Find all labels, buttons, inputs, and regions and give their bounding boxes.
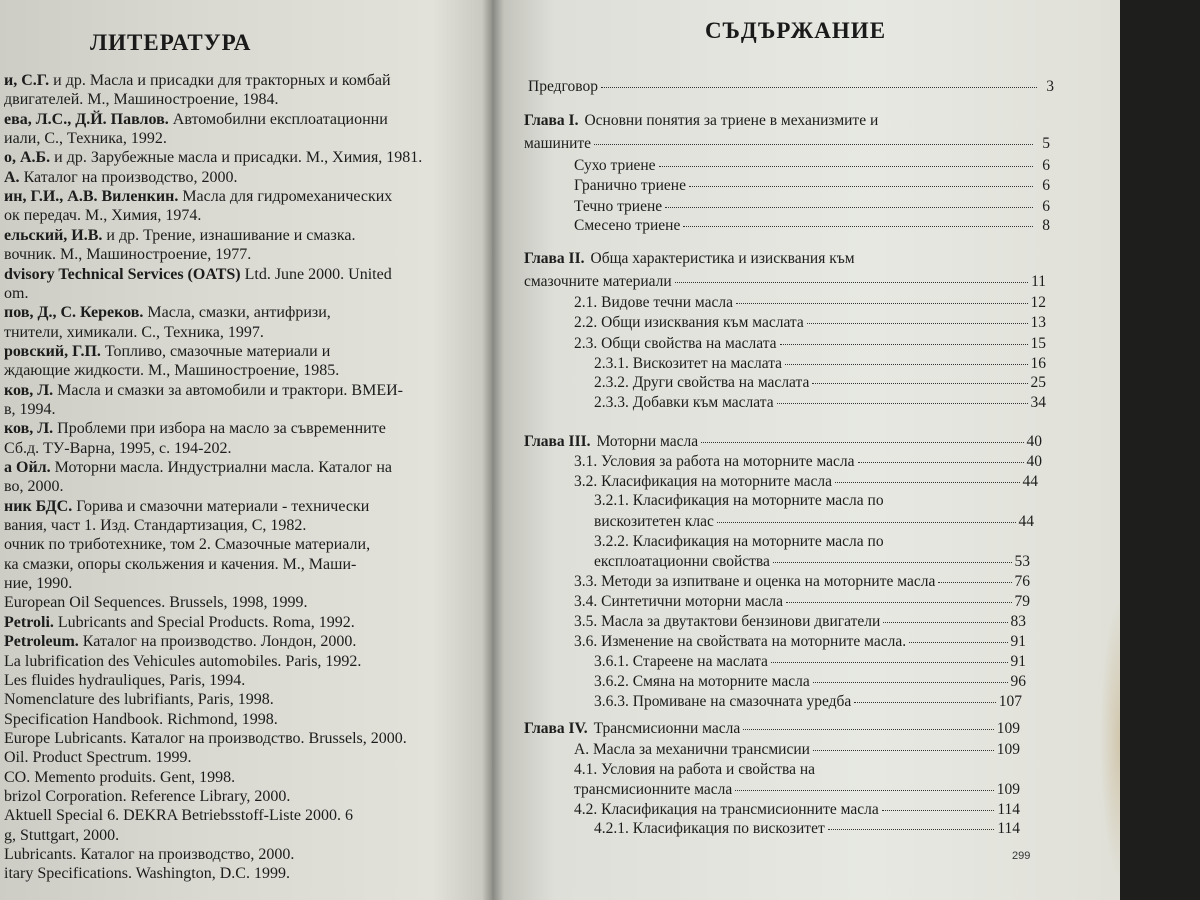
toc-title: Течно триене — [574, 198, 663, 215]
bibliography-line — [4, 807, 353, 825]
toc-leader-dots — [683, 226, 1033, 227]
toc-entry — [524, 273, 1046, 293]
bibliography-text: Масла и смазки за автомобили и трактори. ВМЕИ- — [53, 381, 403, 399]
toc-page-number: 114 — [997, 820, 1020, 837]
toc-entry — [574, 593, 1030, 613]
bibliography-author: а Ойл. — [4, 459, 51, 476]
bibliography-text: вания, част 1. Изд. Стандартизация, С, 1982. — [4, 517, 307, 535]
toc-title: експлоатационни свойства — [594, 553, 770, 570]
bibliography-text: Aktuell Special 6. DEKRA Betriebsstoff-Liste 2000. 6 — [4, 807, 353, 825]
bibliography-text: ок передач. М., Химия, 1974. — [4, 207, 202, 225]
bibliography-text: в, 1994. — [4, 400, 56, 418]
bibliography-line — [4, 691, 274, 709]
toc-chapter-label: Глава I. — [524, 112, 579, 129]
bibliography-line — [4, 382, 403, 400]
toc-title: Обща характеристика и изисквания към — [590, 250, 855, 267]
bibliography-text: brizol Corporation. Reference Library, 2000. — [4, 787, 291, 805]
bibliography-text: Oil. Product Spectrum. 1999. — [4, 749, 192, 767]
bibliography-line — [4, 711, 278, 729]
toc-page-number: 109 — [996, 720, 1020, 737]
bibliography-line — [4, 304, 331, 322]
toc-leader-dots — [735, 790, 993, 791]
toc-title: 3.4. Синтетични моторни масла — [574, 593, 784, 610]
toc-chapter-entry — [524, 112, 878, 130]
bibliography-line — [4, 149, 422, 167]
toc-title: 3.5. Масла за двутактови бензинови двигатели — [574, 613, 881, 630]
bibliography-text: Ltd. June 2000. United — [240, 265, 392, 283]
bibliography-line — [4, 343, 330, 361]
paper-stain — [1100, 600, 1120, 880]
bibliography-line — [4, 72, 391, 90]
bibliography-line — [4, 672, 245, 690]
toc-page-number: 12 — [1030, 294, 1046, 311]
bibliography-text: Каталог на производство, 2000. — [19, 168, 238, 186]
bibliography-text: Масла, смазки, антифризи, — [143, 304, 331, 322]
toc-leader-dots — [736, 303, 1028, 304]
bibliography-line — [4, 207, 201, 225]
toc-page-number: 53 — [1014, 553, 1030, 570]
toc-entry — [594, 553, 1030, 573]
toc-title: 3.6. Изменение на свойствата на моторните масла. — [574, 633, 907, 650]
toc-page-number: 16 — [1030, 355, 1046, 372]
bibliography-author: ровский, Г.П. — [4, 342, 101, 360]
bibliography-text: CO. Memento produits. Gent, 1998. — [4, 768, 236, 786]
toc-title: 3.6.2. Смяна на моторните масла — [594, 673, 810, 690]
toc-page-number: 11 — [1031, 273, 1046, 290]
toc-title: 3.3. Методи за изпитване и оценка на моторните масла — [574, 573, 936, 590]
bibliography-line — [4, 749, 192, 767]
bibliography-line — [4, 517, 306, 535]
bibliography-text: Nomenclature des lubrifiants, Paris, 1998. — [4, 691, 274, 709]
toc-title: 2.1. Видове течни масла — [574, 294, 733, 311]
toc-entry — [594, 374, 1046, 394]
toc-leader-dots — [773, 562, 1012, 563]
toc-page-number: 107 — [998, 693, 1022, 710]
bibliography-author: и, С.Г. — [4, 72, 50, 89]
bibliography-author: ева, Л.С., Д.Й. Павлов. — [4, 110, 169, 128]
bibliography-author: ков, Л. — [4, 381, 54, 399]
toc-entry — [574, 198, 1050, 218]
bibliography-line — [4, 324, 264, 342]
toc-leader-dots — [854, 702, 995, 703]
bibliography-text: Les fluides hydrauliques, Paris, 1994. — [4, 671, 246, 689]
bibliography-line — [4, 769, 235, 787]
toc-entry — [574, 314, 1046, 334]
bibliography-text: Проблеми при избора на масло за съвременните — [53, 420, 386, 438]
toc-title: 3.1. Условия за работа на моторните масла — [574, 453, 855, 470]
toc-entry — [594, 653, 1026, 673]
toc-title: 3.2.2. Класификация на моторните масла по — [594, 533, 884, 550]
toc-entry — [574, 633, 1026, 653]
bibliography-text: и др. Масла и присадки для тракторных и комбай — [49, 72, 391, 89]
toc-title: 2.3.2. Други свойства на маслата — [594, 374, 810, 391]
toc-page-number: 3 — [1046, 78, 1054, 95]
toc-entry — [574, 473, 1038, 493]
bibliography-line — [4, 130, 167, 148]
toc-title: 3.2. Класификация на моторните масла — [574, 473, 833, 490]
bibliography-line — [4, 111, 388, 129]
toc-title: 2.3.3. Добавки към маслата — [594, 394, 774, 411]
toc-title: 4.1. Условия на работа и свойства на — [574, 761, 816, 778]
bibliography-text: Автомобилни експлоатационни — [168, 110, 388, 128]
toc-page-number: 40 — [1026, 453, 1042, 470]
toc-title: Основни понятия за триене в механизмите и — [584, 112, 879, 129]
bibliography-text: Топливо, смазочные материали и — [100, 342, 331, 360]
bibliography-author: пов, Д., С. Кереков. — [4, 304, 144, 322]
toc-leader-dots — [858, 462, 1024, 463]
toc-chapter-entry — [524, 250, 855, 268]
bibliography-text: Сб.д. ТУ-Варна, 1995, с. 194-202. — [4, 439, 232, 457]
bibliography-text: ждающие жидкости. М., Машиностроение, 1985. — [4, 362, 340, 380]
toc-page-number: 96 — [1010, 673, 1026, 690]
toc-leader-dots — [594, 144, 1033, 145]
toc-leader-dots — [938, 582, 1011, 583]
toc-leader-dots — [882, 810, 995, 811]
toc-page-number: 79 — [1014, 593, 1030, 610]
toc-entry — [594, 820, 1020, 840]
toc-entry — [594, 533, 884, 551]
toc-leader-dots — [777, 403, 1028, 404]
toc-page-number: 114 — [997, 801, 1020, 818]
toc-leader-dots — [812, 383, 1027, 384]
bibliography-line — [4, 556, 356, 574]
bibliography-line — [4, 227, 355, 245]
bibliography-line — [4, 169, 237, 187]
toc-entry — [574, 294, 1046, 314]
bibliography-text: ние, 1990. — [4, 575, 73, 593]
toc-leader-dots — [909, 642, 1007, 643]
toc-entry — [574, 453, 1042, 473]
toc-page-number: 91 — [1010, 633, 1026, 650]
toc-entry — [594, 492, 884, 510]
toc-title: 3.2.1. Класификация на моторните масла по — [594, 492, 884, 509]
toc-entry — [574, 573, 1030, 593]
toc-page-number: 5 — [1042, 135, 1050, 152]
bibliography-text: Specification Handbook. Richmond, 1998. — [4, 710, 278, 728]
bibliography-author: о, А.Б. — [4, 149, 51, 167]
bibliography-text: очник по триботехнике, том 2. Смазочные материали, — [4, 536, 371, 554]
bibliography-line — [4, 536, 370, 554]
toc-page-number: 6 — [1042, 157, 1050, 174]
bibliography-text: Масла для гидромеханических — [178, 188, 393, 206]
toc-chapter-entry — [524, 433, 1042, 453]
toc-title: 2.3.1. Вискозитет на маслата — [594, 355, 783, 372]
toc-leader-dots — [771, 662, 1008, 663]
toc-entry — [574, 741, 1020, 761]
bibliography-line — [4, 459, 392, 477]
toc-page-number: 8 — [1042, 217, 1050, 234]
bibliography-author: ин, Г.И., А.В. Виленкин. — [4, 188, 179, 206]
bibliography-author: dvisory Technical Services (OATS) — [4, 265, 241, 283]
toc-title: 2.3. Общи свойства на маслата — [574, 335, 777, 352]
toc-page-number: 6 — [1042, 177, 1050, 194]
bibliography-line — [4, 420, 386, 438]
toc-title: Моторни масла — [596, 433, 699, 450]
bibliography-text: Lubricants. Каталог на производство, 2000. — [4, 846, 295, 863]
toc-entry — [574, 801, 1020, 821]
bibliography-line — [4, 594, 308, 612]
toc-leader-dots — [601, 87, 1037, 88]
bibliography-text: во, 2000. — [4, 478, 64, 496]
bibliography-author: ельский, И.В. — [4, 226, 103, 244]
toc-entry — [594, 693, 1022, 713]
bibliography-author: ник БДС. — [4, 497, 73, 515]
bibliography-text: Europe Lubricants. Каталог на производство. Brussels, 2000. — [4, 729, 407, 747]
toc-leader-dots — [786, 602, 1011, 603]
bibliography-text: Моторни масла. Индустриални масла. Каталог на — [50, 459, 393, 476]
toc-entry — [574, 335, 1046, 355]
toc-title: А. Масла за механични трансмисии — [574, 741, 810, 758]
toc-entry — [594, 355, 1046, 375]
toc-leader-dots — [717, 522, 1016, 523]
toc-entry — [594, 394, 1046, 414]
toc-title: 4.2.1. Класификация по вискозитет — [594, 820, 825, 837]
bibliography-author: ков, Л. — [4, 420, 54, 438]
toc-title: Трансмисионни масла — [593, 720, 741, 737]
toc-page-number: 40 — [1026, 433, 1042, 450]
toc-leader-dots — [835, 482, 1019, 483]
bibliography-text: itary Specifications. Washington, D.C. 1999. — [4, 865, 290, 883]
toc-entry — [594, 513, 1034, 533]
bibliography-line — [4, 730, 407, 748]
page-number: 299 — [1012, 850, 1031, 862]
toc-leader-dots — [883, 622, 1007, 623]
toc-title: 3.6.3. Промиване на смазочната уредба — [594, 693, 852, 710]
toc-page-number: 34 — [1030, 394, 1046, 411]
bibliography-text: ка смазки, опоры скольжения и качения. М., Маши- — [4, 555, 357, 573]
toc-title: машините — [524, 135, 592, 152]
toc-page-number: 91 — [1010, 653, 1026, 670]
bibliography-line — [4, 614, 355, 632]
bibliography-line — [4, 827, 119, 845]
toc-title: трансмисионните масла — [574, 781, 733, 798]
bibliography-text: иали, С., Техника, 1992. — [4, 130, 167, 148]
bibliography-line — [4, 266, 392, 284]
toc-leader-dots — [743, 729, 994, 730]
toc-entry — [574, 613, 1026, 633]
toc-leader-dots — [675, 282, 1028, 283]
bibliography-line — [4, 188, 392, 206]
bibliography-line — [4, 653, 361, 671]
bibliography-author: Petroleum. — [4, 633, 79, 651]
toc-entry — [594, 673, 1026, 693]
toc-leader-dots — [689, 186, 1033, 187]
bibliography-text: вочник. М., Машиностроение, 1977. — [4, 246, 252, 264]
toc-title: 2.2. Общи изисквания към маслата — [574, 314, 804, 331]
toc-chapter-label: Глава II. — [524, 250, 585, 267]
bibliography-line — [4, 440, 231, 458]
toc-page-number: 83 — [1010, 613, 1026, 630]
toc-leader-dots — [807, 323, 1028, 324]
bibliography-line — [4, 846, 294, 864]
bibliography-text: Каталог на производство. Лондон, 2000. — [78, 633, 357, 651]
toc-entry — [524, 135, 1050, 155]
toc-entry — [574, 217, 1050, 237]
bibliography-line — [4, 285, 28, 303]
toc-entry — [574, 177, 1050, 197]
toc-leader-dots — [828, 829, 995, 830]
toc-leader-dots — [813, 750, 994, 751]
bibliography-line — [4, 246, 251, 264]
bibliography-line — [4, 91, 278, 109]
toc-leader-dots — [701, 442, 1023, 443]
bibliography-author: А. — [4, 168, 20, 186]
toc-leader-dots — [785, 364, 1027, 365]
bibliography-text: om. — [4, 284, 29, 302]
contents-title: СЪДЪРЖАНИЕ — [705, 18, 887, 43]
toc-title: Сухо триене — [574, 157, 656, 174]
toc-leader-dots — [665, 207, 1033, 208]
bibliography-text: и др. Зарубежные масла и присадки. М., Химия, 1981. — [50, 149, 423, 167]
toc-title: Гранично триене — [574, 177, 686, 194]
bibliography-title: ЛИТЕРАТУРА — [90, 30, 252, 55]
toc-leader-dots — [659, 166, 1033, 167]
bibliography-text: тнители, химикали. С., Техника, 1997. — [4, 323, 264, 341]
bibliography-text: g, Stuttgart, 2000. — [4, 826, 120, 844]
toc-page-number: 13 — [1030, 314, 1046, 331]
toc-title: смазочните материали — [524, 273, 672, 290]
toc-title: Предговор — [528, 78, 598, 95]
toc-title: вискозитетен клас — [594, 513, 714, 530]
toc-page-number: 15 — [1030, 335, 1046, 352]
toc-page-number: 109 — [996, 741, 1020, 758]
bibliography-text: La lubrification des Vehicules automobiles. Paris, 1992. — [4, 652, 362, 670]
bibliography-line — [4, 865, 290, 883]
toc-entry — [574, 781, 1020, 801]
bibliography-author: Petroli. — [4, 613, 54, 631]
bibliography-text: European Oil Sequences. Brussels, 1998, 1999. — [4, 594, 308, 612]
toc-chapter-entry — [524, 720, 1020, 740]
toc-chapter-label: Глава IV. — [524, 720, 588, 737]
bibliography-line — [4, 788, 290, 806]
bibliography-line — [4, 498, 369, 516]
bibliography-line — [4, 478, 63, 496]
bibliography-text: Lubricants and Special Products. Roma, 1992. — [53, 613, 355, 631]
bibliography-text: Горива и смазочни материали - технически — [72, 497, 370, 515]
left-page — [0, 0, 492, 900]
toc-entry — [574, 761, 815, 779]
bibliography-line — [4, 633, 356, 651]
toc-page-number: 44 — [1018, 513, 1034, 530]
bibliography-text: и др. Трение, изнашивание и смазка. — [102, 226, 356, 244]
toc-entry — [528, 78, 1054, 98]
bibliography-text: двигателей. М., Машиностроение, 1984. — [4, 91, 279, 109]
toc-leader-dots — [813, 682, 1008, 683]
toc-page-number: 76 — [1014, 573, 1030, 590]
toc-title: 3.6.1. Стареене на маслата — [594, 653, 768, 670]
toc-title: Смесено триене — [574, 217, 681, 234]
bibliography-line — [4, 575, 72, 593]
book-gutter — [482, 0, 504, 900]
toc-page-number: 44 — [1022, 473, 1038, 490]
toc-chapter-label: Глава III. — [524, 433, 591, 450]
toc-leader-dots — [780, 344, 1028, 345]
bibliography-line — [4, 362, 339, 380]
toc-page-number: 109 — [996, 781, 1020, 798]
toc-page-number: 25 — [1030, 374, 1046, 391]
toc-title: 4.2. Класификация на трансмисионните масла — [574, 801, 879, 818]
toc-page-number: 6 — [1042, 198, 1050, 215]
bibliography-line — [4, 401, 56, 419]
toc-entry — [574, 157, 1050, 177]
